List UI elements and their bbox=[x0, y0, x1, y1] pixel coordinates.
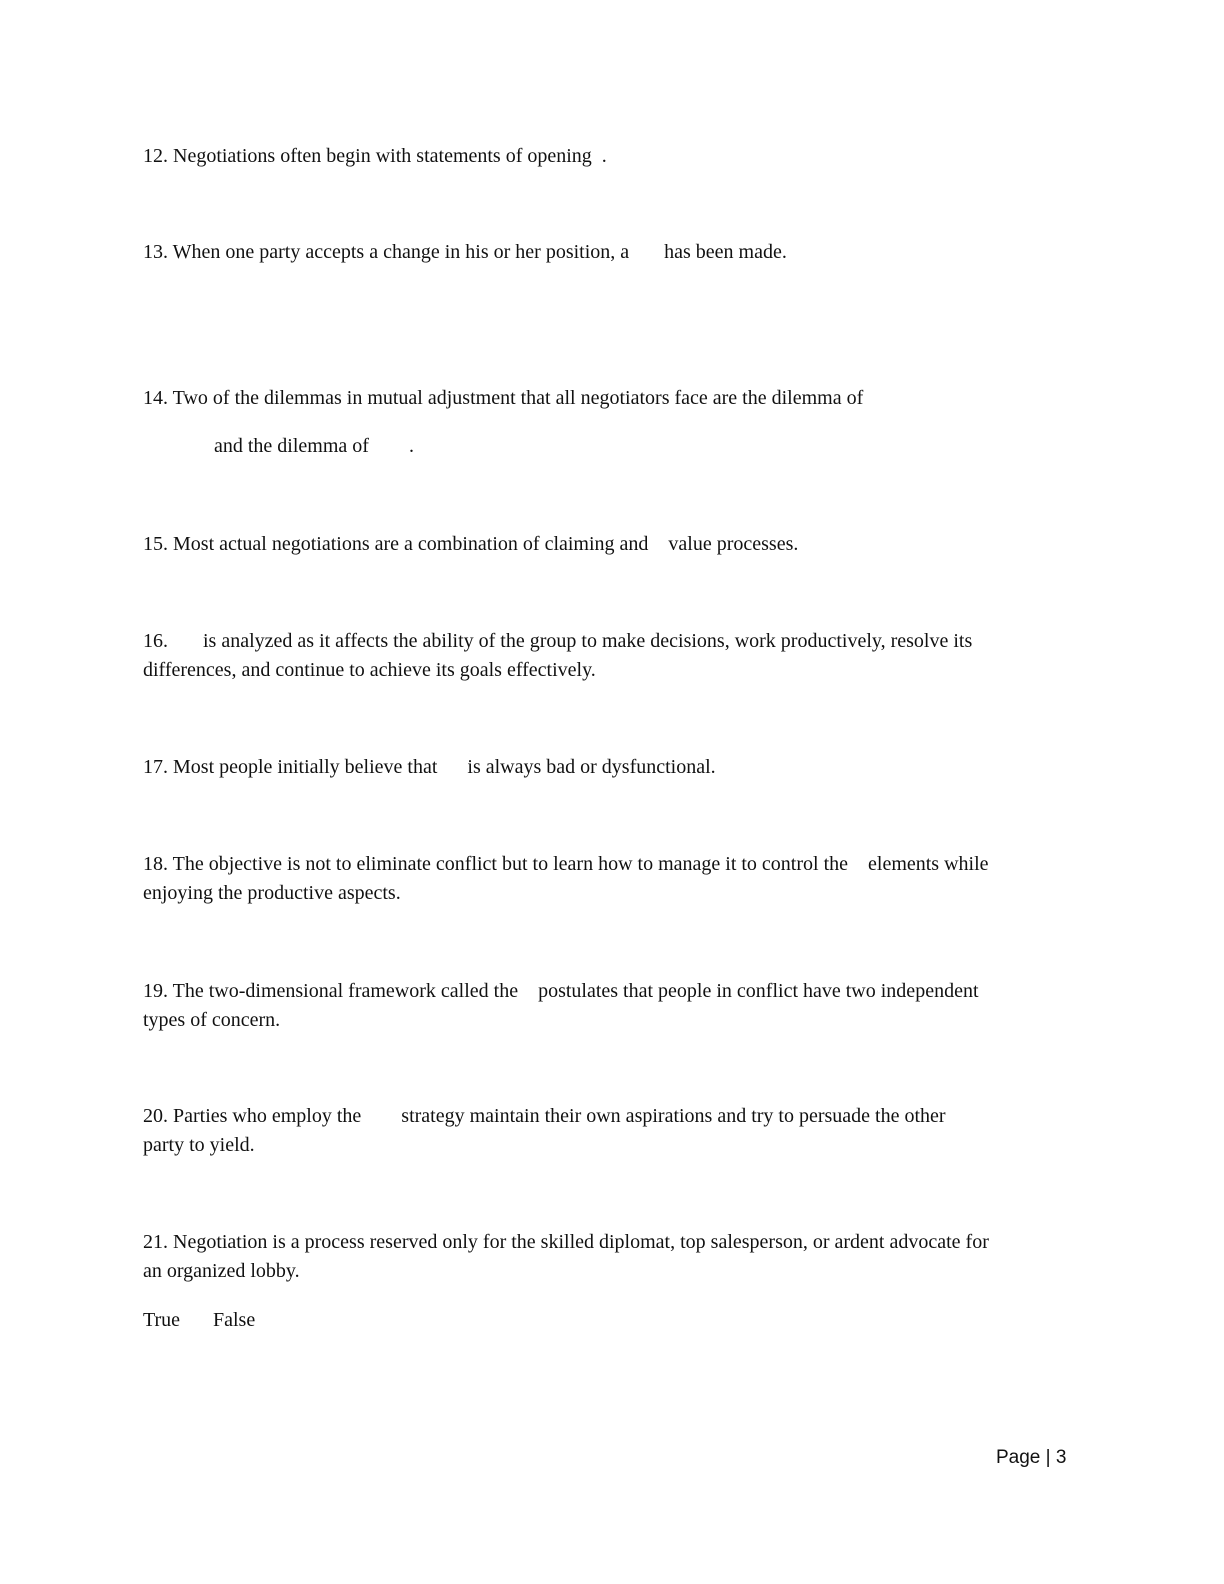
page-number: Page | 3 bbox=[996, 1447, 1067, 1468]
question-16-line-1: 16. is analyzed as it affects the ability of the group to make decisions, work productively, resolve its bbox=[143, 630, 973, 652]
option-false: False bbox=[213, 1309, 256, 1331]
question-17: 17. Most people initially believe that is always bad or dysfunctional. bbox=[143, 756, 716, 778]
question-18-line-1: 18. The objective is not to eliminate conflict but to learn how to manage it to control the elements while bbox=[143, 853, 989, 875]
question-13: 13. When one party accepts a change in his or her position, a has been made. bbox=[143, 241, 787, 263]
question-12: 12. Negotiations often begin with statements of opening . bbox=[143, 145, 607, 167]
question-15: 15. Most actual negotiations are a combination of claiming and value processes. bbox=[143, 533, 799, 555]
question-14-line-1: 14. Two of the dilemmas in mutual adjustment that all negotiators face are the dilemma of bbox=[143, 387, 864, 409]
question-20-line-1: 20. Parties who employ the strategy maintain their own aspirations and try to persuade the other bbox=[143, 1105, 946, 1127]
question-19-line-1: 19. The two-dimensional framework called the postulates that people in conflict have two independent bbox=[143, 980, 979, 1002]
question-21-line-1: 21. Negotiation is a process reserved only for the skilled diplomat, top salesperson, or ardent advocate for bbox=[143, 1231, 989, 1253]
option-true: True bbox=[143, 1309, 181, 1331]
question-16-line-2: differences, and continue to achieve its goals effectively. bbox=[143, 659, 596, 681]
question-19-line-2: types of concern. bbox=[143, 1009, 281, 1031]
question-18-line-2: enjoying the productive aspects. bbox=[143, 882, 401, 904]
question-20-line-2: party to yield. bbox=[143, 1134, 255, 1156]
question-14-line-2: and the dilemma of . bbox=[214, 435, 414, 457]
question-21-line-2: an organized lobby. bbox=[143, 1260, 300, 1282]
